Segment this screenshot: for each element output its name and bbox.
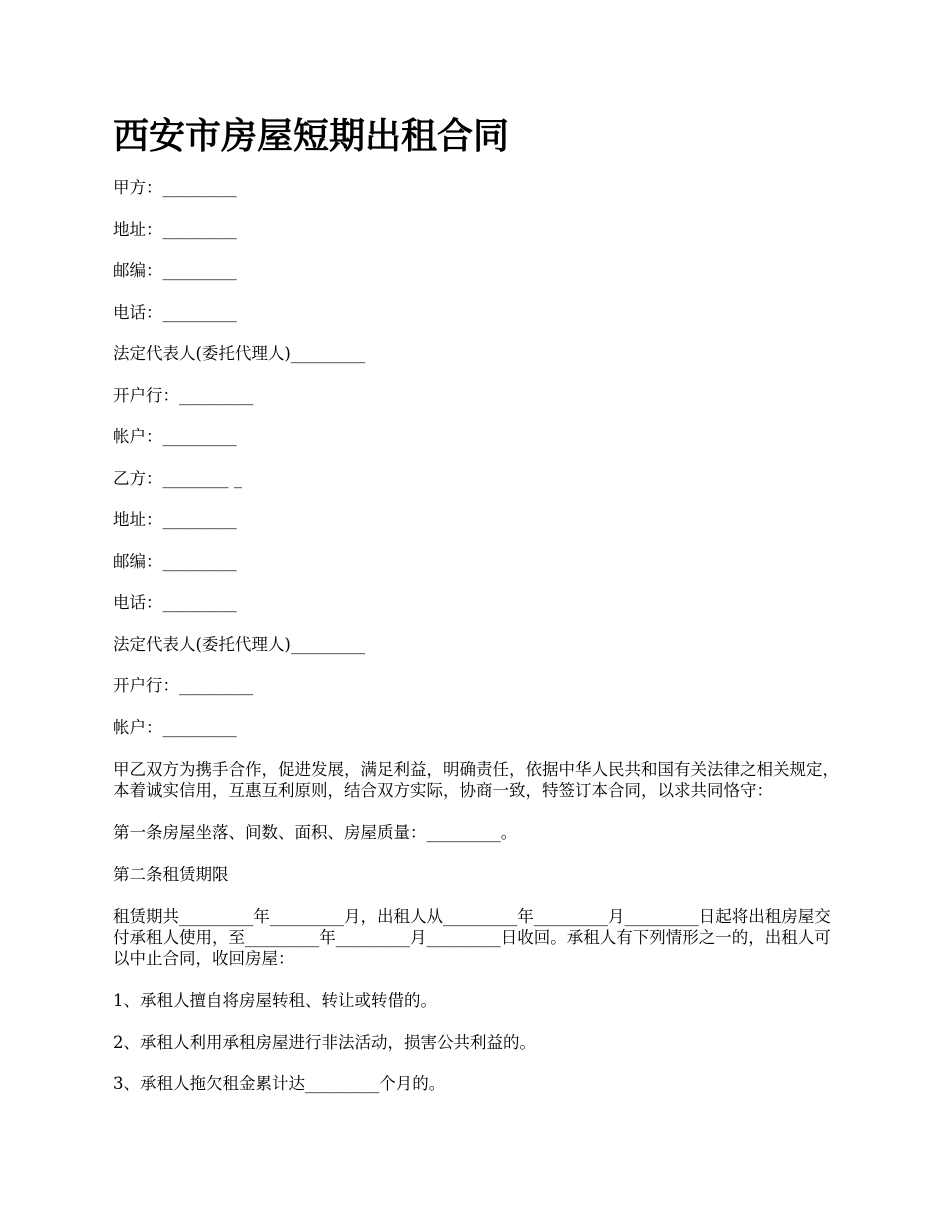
document-page: [113, 110, 843, 1116]
article-2-heading: 第二条租赁期限: [113, 864, 229, 884]
party-b-address: 地址：_________: [113, 510, 237, 529]
party-a-bank: 开户行：_________: [113, 385, 254, 405]
clause-1: 1、承租人擅自将房屋转租、转让或转借的。: [113, 991, 437, 1010]
party-a-representative: 法定代表人(委托代理人)_________: [113, 344, 366, 363]
article-2-body: 租赁期共_________年_________月，出租人从_________年_________月_________日起将出租房屋交付承租人使用，至_________年_________月_________日收回。承租人有下列情形之一的，出租人可以中止合同，收回房屋：: [113, 907, 831, 968]
party-a-name: 甲方：_________: [113, 178, 237, 197]
party-b-representative: 法定代表人(委托代理人)_________: [113, 634, 366, 654]
intro-paragraph: 甲乙双方为携手合作，促进发展，满足利益，明确责任，依据中华人民共和国有关法律之相关规定，本着诚实信用，互惠互利原则，结合双方实际，协商一致，特签订本合同，以求共同恪守：: [113, 760, 839, 800]
party-b-phone: 电话：_________: [113, 593, 237, 612]
document-title: 西安市房屋短期出租合同: [113, 115, 510, 157]
party-b-account: 帐户：_________: [113, 717, 237, 737]
party-a-postcode: 邮编：_________: [113, 261, 237, 280]
party-b-name: 乙方：________ _: [113, 468, 242, 488]
party-a-phone: 电话：_________: [113, 302, 237, 322]
article-1: 第一条房屋坐落、间数、面积、房屋质量：_________。: [113, 823, 518, 842]
party-a-address: 地址：_________: [113, 219, 237, 239]
clause-2: 2、承租人利用承租房屋进行非法活动，损害公共利益的。: [113, 1032, 536, 1052]
party-b-bank: 开户行：_________: [113, 676, 254, 695]
party-b-postcode: 邮编：_________: [113, 551, 237, 571]
party-a-account: 帐户：_________: [113, 427, 237, 446]
clause-3: 3、承租人拖欠租金累计达_________个月的。: [113, 1074, 446, 1093]
